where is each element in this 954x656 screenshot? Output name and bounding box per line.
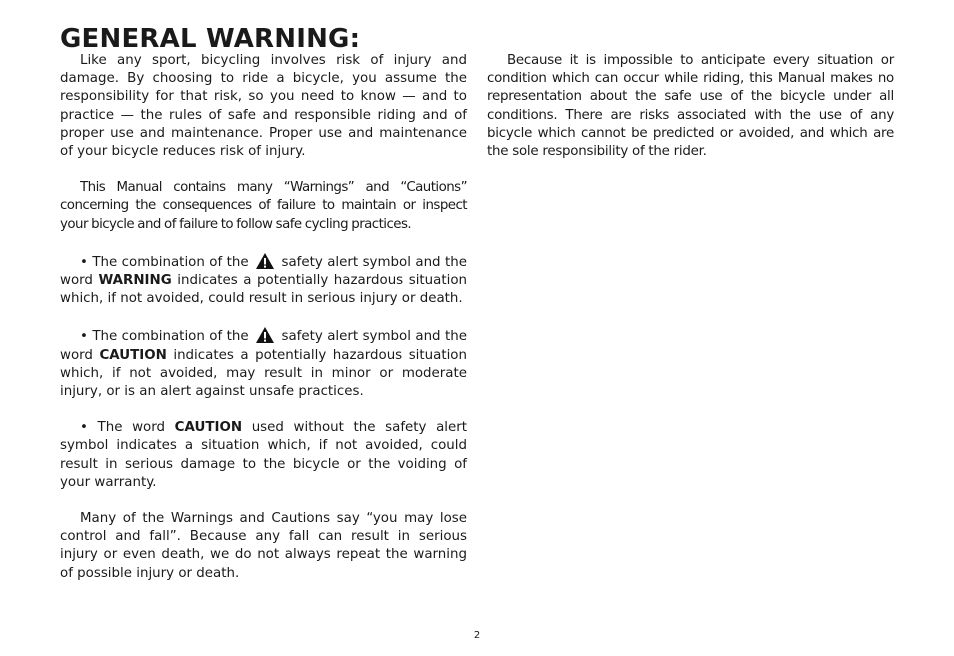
warning-triangle-icon [255, 252, 275, 270]
caution-only-post: used without the safety alert symbol indicates a situation which, if not avoided, could result in serious damage to the bicycle or the voiding of your warranty. [60, 420, 468, 490]
caution-only-pre: • The word [80, 420, 166, 436]
fall-paragraph: Many of the Warnings and Cautions say “you may lose control and fall”. Because any fall can result in serious injury or even death, we do not always repeat the warning of possible injury or death. [60, 511, 467, 581]
warning-triangle-icon [255, 326, 275, 344]
page-title: GENERAL WARNING: [60, 24, 361, 54]
caution-only-bullet [60, 419, 467, 492]
page-number: 2 [473, 630, 481, 641]
warning-bullet-pre: • The combination of the [80, 254, 249, 270]
caution-bullet-post: indicates a potentially hazardous situation which, if not avoided, may result in minor or moderate injury, or is an alert against unsafe practices. [60, 347, 467, 400]
risk-paragraph: Because it is impossible to anticipate every situation or condition which can occur while riding, this Manual makes no representation about the safe use of the bicycle under all conditions. There are risks associated with the use of any bicycle which cannot be predicted or avoided, and which are the sole responsibility of the rider. [487, 53, 894, 160]
caution-bullet-pre: • The combination of the [80, 329, 249, 345]
warning-keyword: WARNING [98, 273, 172, 289]
warning-bullet [60, 252, 467, 309]
warning-bullet-post: indicates a potentially hazardous situation which, if not avoided, could result in serious injury or death. [60, 273, 468, 307]
right-column [487, 52, 894, 179]
caution-bullet [60, 326, 467, 401]
manual-warnings-paragraph: This Manual contains many “Warnings” and “Cautions” concerning the consequences of failure to maintain or inspect your bicycle and of failure to follow safe cycling practices. [60, 180, 467, 232]
caution-only-keyword: CAUTION [174, 420, 243, 436]
intro-paragraph: Like any sport, bicycling involves risk of injury and damage. By choosing to ride a bicycle, you assume the responsibility for that risk, so you need to know — and to practice — the rules of safe and responsible riding and of proper use and maintenance. Proper use and maintenance of your bicycle reduces risk of injury. [60, 53, 467, 160]
warning-bullet-mid: safety alert symbol and the word [60, 254, 467, 289]
left-column [60, 52, 467, 601]
caution-keyword: CAUTION [99, 347, 167, 363]
caution-bullet-mid: safety alert symbol and the word [60, 329, 467, 363]
